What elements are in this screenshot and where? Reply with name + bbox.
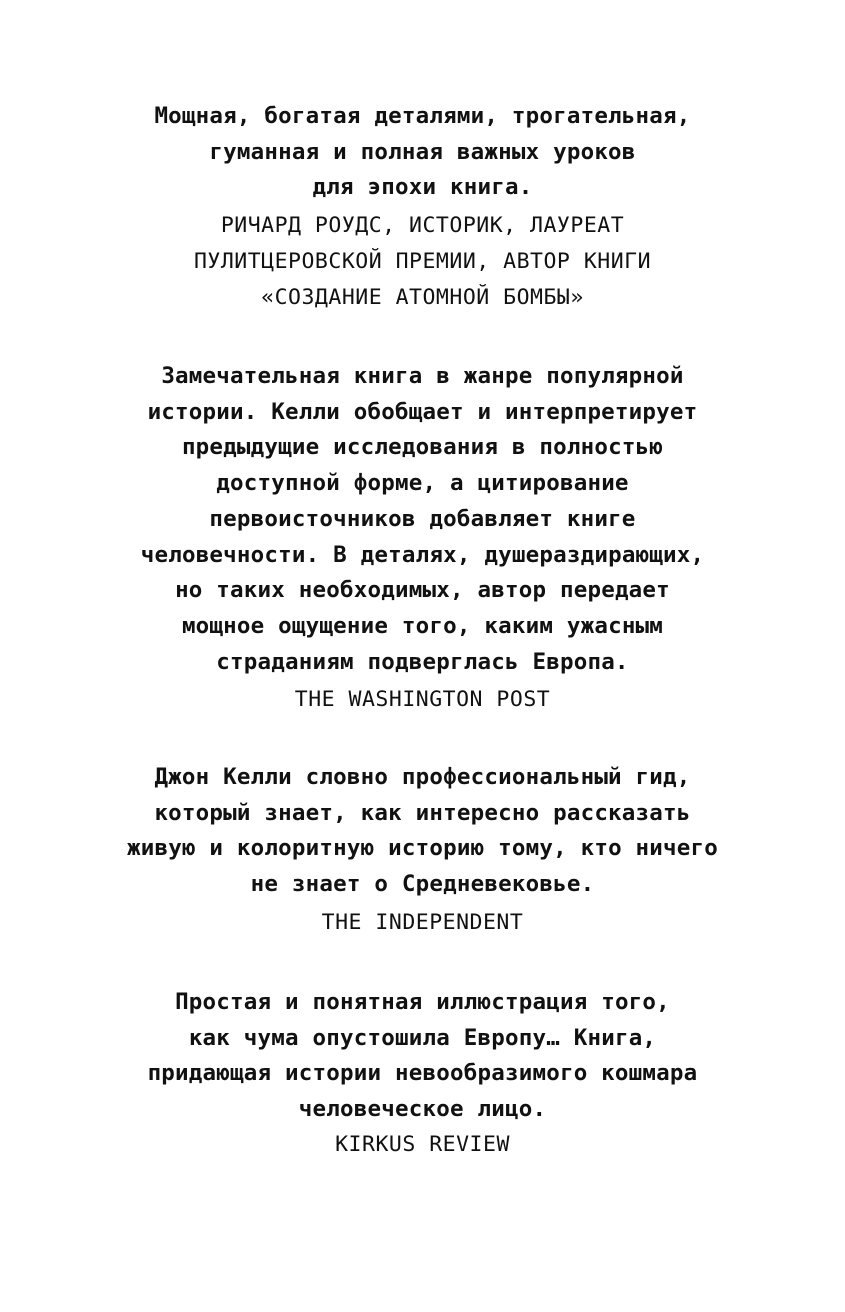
review-source: [0, 1127, 845, 1163]
review-blurb-richard-rhodes: [0, 99, 845, 315]
quote-line: мощное ощущение того, каким ужасным: [181, 612, 664, 639]
review-source: [0, 905, 845, 941]
quote-line: Джон Келли словно профессиональный гид,: [154, 764, 691, 790]
review-quote: [0, 985, 845, 1128]
review-quote: [0, 359, 845, 680]
quote-line: но таких необходимых, автор передает: [175, 577, 670, 604]
review-quote: [0, 760, 845, 903]
quote-line: Мощная, богатая деталями, трогательная,: [154, 103, 691, 129]
quote-line: для эпохи книга.: [312, 174, 533, 201]
quote-line: живую и колоритную историю тому, кто ничего: [126, 835, 719, 862]
review-source: [0, 208, 845, 315]
quote-line: человечности. В деталях, душераздирающих,: [140, 541, 705, 568]
review-quote: [0, 99, 845, 206]
source-line: ПУЛИТЦЕРОВСКОЙ ПРЕМИИ, АВТОР КНИГИ: [193, 248, 652, 274]
review-blurb-independent: [0, 760, 845, 941]
review-source: [0, 682, 845, 718]
quote-line: Замечательная книга в жанре популярной: [161, 363, 684, 389]
source-line: KIRKUS REVIEW: [335, 1131, 510, 1157]
source-line: THE WASHINGTON POST: [294, 687, 551, 713]
quote-line: Простая и понятная иллюстрация того,: [175, 989, 670, 1015]
quote-line: придающая истории невообразимого кошмара: [147, 1060, 698, 1087]
quote-line: предыдущие исследования в полностью: [181, 434, 664, 461]
quote-line: страданиям подверглась Европа.: [216, 648, 629, 675]
source-line: THE INDEPENDENT: [321, 909, 524, 935]
quote-line: человеческое лицо.: [298, 1096, 547, 1123]
quote-line: гуманная и полная важных уроков: [209, 138, 636, 165]
review-blurb-kirkus: [0, 985, 845, 1163]
quote-line: доступной форме, а цитирование: [216, 470, 629, 497]
source-line: «СОЗДАНИЕ АТОМНОЙ БОМБЫ»: [261, 284, 584, 310]
quote-line: истории. Келли обобщает и интерпретирует: [147, 398, 698, 425]
quote-line: первоисточников добавляет книге: [209, 505, 636, 532]
quote-line: как чума опустошила Европу… Книга,: [188, 1024, 657, 1051]
quote-line: не знает о Средневековье.: [250, 871, 595, 898]
review-blurb-washington-post: [0, 359, 845, 718]
quote-line: который знает, как интересно рассказать: [154, 799, 691, 826]
source-line: РИЧАРД РОУДС, ИСТОРИК, ЛАУРЕАТ: [220, 213, 625, 239]
